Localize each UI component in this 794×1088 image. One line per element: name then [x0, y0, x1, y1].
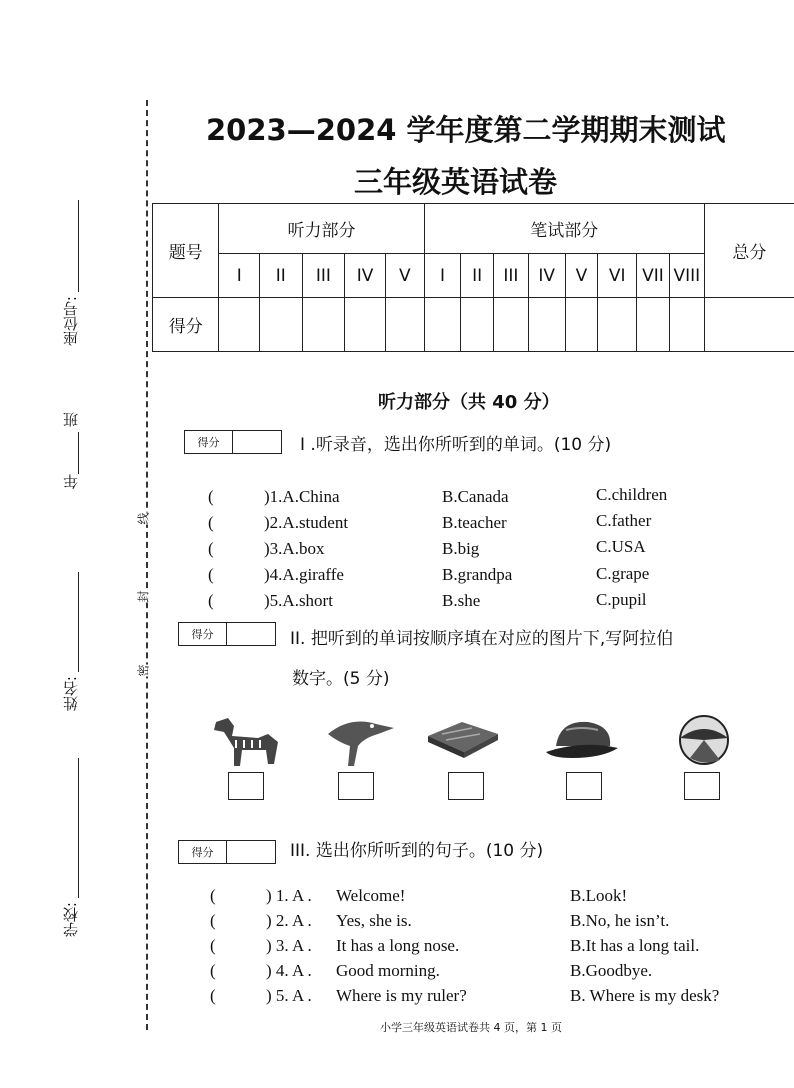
part1-item-4-paren: ( — [208, 565, 214, 584]
part1-item-4-b: B.grandpa — [442, 565, 513, 584]
table-col-listening-2: II — [259, 254, 302, 298]
score-cell[interactable] — [461, 298, 494, 352]
part3-item-1-num: ) 1. A . — [266, 886, 312, 905]
part3-item-4-paren: ( — [210, 961, 216, 980]
table-col-writing-6: VI — [598, 254, 637, 298]
score-cell[interactable] — [565, 298, 598, 352]
grade-class-underline — [78, 432, 79, 474]
score-cell[interactable] — [302, 298, 345, 352]
table-total-label: 总分 — [704, 204, 794, 298]
table-group-writing: 笔试部分 — [424, 204, 704, 254]
exam-subtitle: 三年级英语试卷 — [354, 165, 558, 199]
score-box-label: 得分 — [179, 623, 227, 645]
picture-answer-box[interactable] — [338, 772, 374, 800]
table-col-listening-3: III — [302, 254, 345, 298]
part1-item-5-paren: ( — [208, 591, 214, 610]
table-col-writing-8: VIII — [669, 254, 704, 298]
score-box-label: 得分 — [179, 841, 227, 863]
bird-picture — [320, 712, 400, 770]
part1-item-3-paren: ( — [208, 539, 214, 558]
score-cell[interactable] — [424, 298, 461, 352]
part3-item-2-b: B.No, he isn’t. — [570, 911, 670, 930]
seat-label: 座位号: — [62, 296, 80, 347]
part3-item-5-paren: ( — [210, 986, 216, 1005]
seal-char-secret: 密 — [133, 664, 154, 676]
part1-heading: I .听录音，选出你所听到的单词。(10 分) — [300, 435, 612, 455]
table-col-writing-7: VII — [637, 254, 670, 298]
part3-item-1-a: Welcome! — [336, 886, 406, 905]
ball-picture — [664, 712, 744, 770]
part2-heading-line1: II. 把听到的单词按顺序填在对应的图片下,写阿拉伯 — [290, 629, 674, 649]
table-col-listening-4: IV — [345, 254, 386, 298]
part1-item-3-a: )3.A.box — [264, 539, 325, 558]
score-cell[interactable] — [528, 298, 565, 352]
part3-item-2-paren: ( — [210, 911, 216, 930]
zebra-picture — [206, 712, 286, 770]
part3-item-2-num: ) 2. A . — [266, 911, 312, 930]
name-underline — [78, 572, 79, 672]
part1-item-1-paren: ( — [208, 487, 214, 506]
part1-item-2-a: )2.A.student — [264, 513, 349, 532]
score-cell[interactable] — [219, 298, 260, 352]
part3-heading: III. 选出你所听到的句子。(10 分) — [290, 841, 544, 861]
part1-item-1-b: B.Canada — [442, 487, 509, 506]
score-box-value[interactable] — [227, 623, 275, 645]
part1-item-2-paren: ( — [208, 513, 214, 532]
part3-item-2-a: Yes, she is. — [336, 911, 412, 930]
picture-answer-box[interactable] — [448, 772, 484, 800]
school-label: 学校: — [62, 902, 80, 938]
part2-heading-line2: 数字。(5 分) — [292, 669, 390, 689]
seal-char-line: 线 — [133, 512, 154, 524]
map-picture — [422, 712, 502, 770]
seal-char-seal: 封 — [133, 590, 154, 602]
part3-score-box — [178, 840, 276, 864]
score-box-value[interactable] — [227, 841, 275, 863]
seat-underline — [78, 200, 79, 292]
page-footer: 小学三年级英语试卷共 4 页，第 1 页 — [380, 1021, 562, 1034]
part3-item-4-num: ) 4. A . — [266, 961, 312, 980]
picture-answer-box[interactable] — [228, 772, 264, 800]
part3-item-4-a: Good morning. — [336, 961, 440, 980]
part3-item-1-b: B.Look! — [570, 886, 628, 905]
picture-answer-box[interactable] — [566, 772, 602, 800]
table-col-listening-1: I — [219, 254, 260, 298]
part1-item-3-b: B.big — [442, 539, 480, 558]
score-cell[interactable] — [637, 298, 670, 352]
part1-item-1-a: )1.A.China — [264, 487, 340, 506]
part1-item-5-b: B.she — [442, 591, 481, 610]
score-table — [152, 203, 794, 352]
class-label-grade: 年 — [62, 474, 80, 489]
part1-item-4-c: C.grape — [596, 564, 650, 583]
class-label-class: 班 — [62, 412, 80, 427]
part3-item-4-b: B.Goodbye. — [570, 961, 653, 980]
part1-item-1-c: C.children — [596, 485, 668, 504]
table-col-writing-2: II — [461, 254, 494, 298]
exam-title: 2023—2024 学年度第二学期期末测试 — [206, 113, 726, 147]
score-cell[interactable] — [669, 298, 704, 352]
listening-section-title: 听力部分（共 40 分） — [378, 392, 560, 413]
table-col-listening-5: V — [385, 254, 424, 298]
name-label: 姓名: — [62, 676, 80, 712]
score-cell[interactable] — [345, 298, 386, 352]
table-col-writing-4: IV — [528, 254, 565, 298]
part3-item-5-b: B. Where is my desk? — [570, 986, 720, 1005]
part1-item-3-c: C.USA — [596, 537, 646, 556]
table-col-writing-5: V — [565, 254, 598, 298]
binding-dashed-line — [146, 100, 148, 1030]
part3-item-3-b: B.It has a long tail. — [570, 936, 700, 955]
score-box-label: 得分 — [185, 431, 233, 453]
part3-item-3-a: It has a long nose. — [336, 936, 460, 955]
cap-picture — [542, 712, 622, 770]
part3-item-5-num: ) 5. A . — [266, 986, 312, 1005]
part1-item-5-a: )5.A.short — [264, 591, 333, 610]
part1-score-box — [184, 430, 282, 454]
table-col-writing-1: I — [424, 254, 461, 298]
total-score-cell[interactable] — [704, 298, 794, 352]
score-box-value[interactable] — [233, 431, 281, 453]
table-label-number: 题号 — [153, 204, 219, 298]
part2-score-box — [178, 622, 276, 646]
picture-answer-box[interactable] — [684, 772, 720, 800]
score-cell[interactable] — [494, 298, 529, 352]
table-group-listening: 听力部分 — [219, 204, 424, 254]
part3-item-3-num: ) 3. A . — [266, 936, 312, 955]
score-cell[interactable] — [385, 298, 424, 352]
part1-item-5-c: C.pupil — [596, 590, 647, 609]
score-cell[interactable] — [598, 298, 637, 352]
part3-item-1-paren: ( — [210, 886, 216, 905]
part3-item-5-a: Where is my ruler? — [336, 986, 467, 1005]
table-label-score: 得分 — [153, 298, 219, 352]
part1-item-4-a: )4.A.giraffe — [264, 565, 344, 584]
score-cell[interactable] — [259, 298, 302, 352]
part3-item-3-paren: ( — [210, 936, 216, 955]
table-col-writing-3: III — [494, 254, 529, 298]
school-underline — [78, 758, 79, 898]
part1-item-2-c: C.father — [596, 511, 652, 530]
part1-item-2-b: B.teacher — [442, 513, 507, 532]
